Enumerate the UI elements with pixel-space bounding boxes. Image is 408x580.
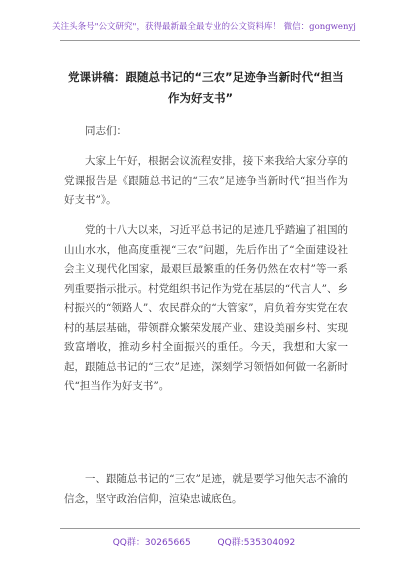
paragraph: 大家上午好，根据会议流程安排，接下来我给大家分享的党课报告是《跟随总书记的“三农”足迹争当新时代“担当作为好支书”》。 [64,155,348,206]
footer-qq-group-1: QQ群：30265665 [112,538,191,548]
footer-divider [60,528,360,529]
paragraph-block-3 [64,470,348,509]
document-title [68,67,353,109]
section-heading-paragraph: 一、跟随总书记的“三农”足迹，就是要学习他矢志不渝的信念，坚守政治信仰，渲染忠诚底色。 [64,473,348,505]
salutation-block [64,122,348,142]
salutation: 同志们： [85,125,127,137]
header-banner: 关注头条号"公文研究"，获得最新最全最专业的公文资料库！ 微信：gongwenyj [52,22,356,32]
document-title-line-1: 党课讲稿：跟随总书记的“三农”足迹争当新时代“担当 [68,70,344,84]
footer-qq-group-2: QQ群:535304092 [217,538,296,548]
paragraph-block-2 [64,221,348,397]
footer-banner [0,535,408,548]
header-divider [60,40,360,41]
paragraph: 党的十八大以来，习近平总书记的足迹几乎踏遍了祖国的山山水水，他高度重视“三农”问题，先后作出了“全面建设社会主义现代化国家，最艰巨最繁重的任务仍然在农村”等一系列重要指示批示。村党组织书记作为党在基层的“代言人”、乡村振兴的“领路人”、农民群众的“大管家”，肩负着夯实党在农村的基层基础，带领群众繁荣发展产业、建设美丽乡村、实现致富增收，推动乡村全面振兴的重任。今天，我想和大家一起，跟随总书记的“三农”足迹，深刻学习领悟如何做一名新时代“担当作为好支书”。 [64,224,348,392]
paragraph-block-1 [64,152,348,211]
document-title-line-2: 作为好支书” [167,91,234,105]
